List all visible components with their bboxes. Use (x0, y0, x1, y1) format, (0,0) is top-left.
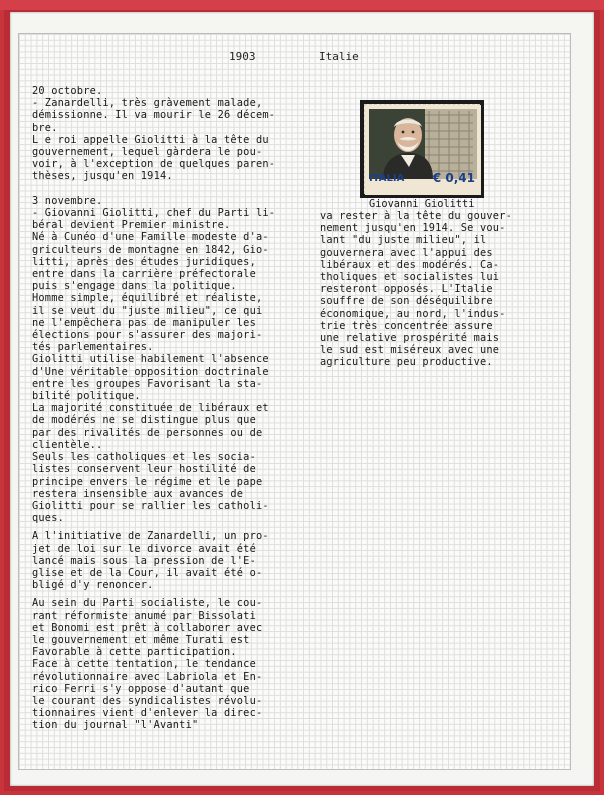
text-line: entre les groupes Favorisant la sta- (32, 377, 263, 390)
text-line: - Zanardelli, très gràvement malade, (32, 97, 263, 110)
text-line: le sud est miséreux avec une (320, 344, 500, 357)
text-line: de modérés ne se distingue plus que (32, 414, 256, 427)
text-line: trie très concentrée assure (320, 319, 493, 332)
text-line: listes conservent leur hostilité de (32, 463, 256, 476)
text-line: le courant des syndicalistes révolu- (32, 694, 263, 707)
text-line: gouvernement, lequel gàrdera le pou- (32, 146, 263, 159)
text-line: va rester à la tête du gouver- (320, 210, 512, 222)
text-line: ques. (32, 512, 64, 525)
text-line: béral devient Premier ministre. (32, 219, 231, 232)
top-red-band (0, 0, 604, 10)
text-line: bilité politique. (32, 390, 141, 403)
stamp-mount (360, 100, 484, 198)
text-line: d'Une véritable opposition doctrinale (32, 365, 269, 378)
page-header (0, 50, 604, 66)
header-country: Italie (319, 50, 359, 63)
text-line: économique, au nord, l'indus- (320, 307, 506, 320)
postage-stamp (364, 104, 480, 194)
right-column-text (320, 210, 512, 369)
text-line: il se veut du "juste milieu", ce qui (32, 304, 263, 317)
text-line: Favorable à cette participation. (32, 646, 237, 659)
text-line: tés parlementaires. (32, 341, 154, 354)
text-line: restera insensible aux avances de (32, 487, 244, 500)
text-line: Homme simple, équilibré et réaliste, (32, 292, 263, 305)
text-line: bre. (32, 121, 58, 134)
text-line: litti, après des études juridiques, (32, 255, 256, 268)
text-line: resteront opposés. L'Italie (320, 283, 493, 296)
text-line: tholiques et socialistes lui (320, 271, 500, 284)
text-line: thèses, jusqu'en 1914. (32, 170, 173, 183)
text-line: gouvernera avec l'appui des (320, 246, 493, 259)
text-line: 3 novembre. (32, 194, 103, 207)
text-line: souffre de son déséquilibre (320, 295, 493, 308)
text-line: principe envers le régime et le pape (32, 475, 263, 488)
text-line: 20 octobre. (32, 85, 103, 97)
text-line: puis s'engage dans la politique. (32, 280, 237, 293)
text-line: Né à Cunéo d'une Famille modeste d'a- (32, 231, 269, 244)
stamp-country-label: ITALIA (369, 173, 405, 184)
text-line: L e roi appelle Giolitti à la tête du (32, 133, 269, 146)
text-line: Giolitti pour se rallier les catholi- (32, 499, 269, 512)
text-line: bligé d'y renoncer. (32, 579, 154, 592)
text-line: par des rivalités de personnes ou de (32, 426, 263, 439)
text-line: rico Ferri s'y oppose d'autant que (32, 682, 250, 695)
text-line: griculteurs de montagne en 1842, Gio- (32, 243, 269, 256)
text-line: clientèle.. (32, 438, 103, 451)
text-line: La majorité constituée de libéraux et (32, 402, 269, 415)
text-line: une relative prospérité mais (320, 332, 500, 345)
stamp-value: € 0,41 (432, 171, 475, 185)
text-line: révolutionnaire avec Labriola et En- (32, 670, 263, 683)
text-line: le gouvernement et même Turati est (32, 633, 250, 646)
text-line: libéraux et des modérés. Ca- (320, 258, 500, 271)
text-line: lancé mais sous la pression de l'E- (32, 554, 256, 567)
text-line: lant "du juste milieu", il (320, 234, 487, 247)
text-line: nement jusqu'en 1914. Se vou- (320, 222, 506, 235)
text-line: agriculture peu productive. (320, 356, 493, 369)
text-line: A l'initiative de Zanardelli, un pro- (32, 530, 269, 543)
text-line: ne l'empêchera pas de manipuler les (32, 316, 256, 329)
text-line: Giolitti utilise habilement l'absence (32, 353, 269, 366)
text-line: tion du journal "l'Avanti" (32, 719, 199, 732)
text-line: et Bonomi est prêt à collaborer avec (32, 621, 263, 634)
text-line: élections pour s'assurer des majori- (32, 329, 263, 342)
text-line: entre dans la carrière préfectorale (32, 268, 256, 281)
text-line: Seuls les catholiques et les socia- (32, 451, 256, 464)
text-line: rant réformiste anumé par Bissolati (32, 609, 256, 622)
stamp-caption: Giovanni Giolitti (369, 198, 475, 210)
text-line: démissionne. Il va mourir le 26 décem- (32, 109, 276, 122)
text-line: tionnaires vient d'enlever la direc- (32, 707, 263, 720)
text-line (32, 183, 275, 195)
text-line: jet de loi sur le divorce avait été (32, 542, 256, 555)
text-line: Au sein du Parti socialiste, le cou- (32, 597, 263, 610)
text-line: - Giovanni Giolitti, chef du Parti li- (32, 207, 276, 220)
text-line: glise et de la Cour, il avait été o- (32, 566, 263, 579)
text-line: voir, à l'exception de quelques paren- (32, 158, 276, 171)
left-column-text (32, 85, 275, 732)
text-line: Face à cette tentation, le tendance (32, 658, 256, 671)
header-year: 1903 (229, 50, 256, 63)
